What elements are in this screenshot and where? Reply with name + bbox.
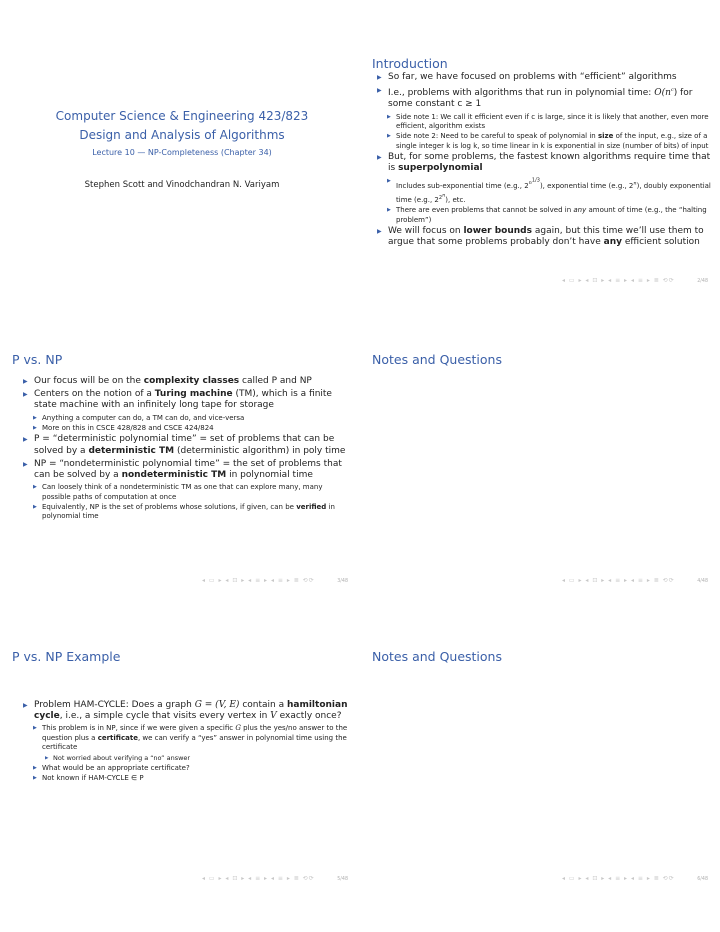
authors: Stephen Scott and Vinodchandran N. Variyam <box>84 180 280 190</box>
bullet <box>22 376 352 387</box>
bullet-text: (TM), which is a finite state machine with an infinitely long tape for storage <box>34 389 332 411</box>
math-text: O(n <box>654 88 671 99</box>
sub-bullet-text: ), doubly exponential time (e.g., 2 <box>396 181 711 205</box>
math-sup: c <box>670 87 674 94</box>
bullet-text: Problem HAM-CYCLE: Does a graph <box>34 700 192 710</box>
slide-6-notes <box>366 600 718 888</box>
bullet-text: We will focus on <box>388 226 461 237</box>
page-number: 6/48 <box>697 877 708 882</box>
bold-text: nondeterministic TM <box>121 470 227 481</box>
slide-title: Notes and Questions <box>372 649 502 664</box>
slide-3-p-vs-np <box>6 302 358 590</box>
course-subtitle: Design and Analysis of Algorithms <box>79 128 285 142</box>
math-text: G <box>235 724 241 733</box>
sub-bullet-text: Equivalently, NP is the set of problems whose solutions, if given, can be <box>42 503 294 512</box>
page-number: 4/48 <box>697 579 708 584</box>
bold-text: complexity classes <box>143 376 240 386</box>
nav-symbols[interactable]: ◂ ▭ ▸ ◂ ⊡ ▸ ◂ ≡ ▸ ◂ ≡ ▸ ≣ ⟲⟳ <box>562 277 675 284</box>
sub-sub-bullet-text: Not worried about verifying a “no” answer <box>53 753 191 762</box>
sub-bullet <box>386 132 712 151</box>
sub-bullet <box>32 724 352 752</box>
nav-symbols[interactable]: ◂ ▭ ▸ ◂ ⊡ ▸ ◂ ≡ ▸ ◂ ≡ ▸ ≣ ⟲⟳ <box>562 577 675 584</box>
bullet-text: P = “deterministic polynomial time” = set of problems that can be solved by a <box>34 434 335 456</box>
sub-bullet <box>386 206 712 225</box>
sub-bullet-text: ), exponential time (e.g., 2 <box>539 181 634 190</box>
bullet-text: So far, we have focused on problems with “efficient” algorithms <box>388 72 677 82</box>
page-number: 2/48 <box>697 279 708 284</box>
bullet-text: I.e., problems with algorithms that run in polynomial time: <box>388 88 652 99</box>
sub-bullet <box>32 424 352 433</box>
bullet-text: (deterministic algorithm) in poly time <box>176 445 346 456</box>
bold-text: deterministic TM <box>88 445 175 456</box>
bullet-text: called P and NP <box>242 376 312 386</box>
sub-bullet-text: There are even problems that cannot be solved in <box>396 206 572 215</box>
sub-bullet-text: amount of time (e.g., the “halting problem”) <box>396 206 707 224</box>
sub-bullet <box>32 483 352 502</box>
bullet <box>22 459 352 481</box>
bullet <box>22 434 352 456</box>
slide-title: Introduction <box>372 56 448 71</box>
nav-symbols[interactable]: ◂ ▭ ▸ ◂ ⊡ ▸ ◂ ≡ ▸ ◂ ≡ ▸ ≣ ⟲⟳ <box>202 577 315 584</box>
sub-bullet <box>32 764 352 773</box>
sub-bullet <box>32 503 352 522</box>
course-title: Computer Science & Engineering 423/823 <box>55 109 309 123</box>
sub-bullet-text: Side note 2: Need to be careful to speak of polynomial in <box>396 132 596 141</box>
nav-symbols[interactable]: ◂ ▭ ▸ ◂ ⊡ ▸ ◂ ≡ ▸ ◂ ≡ ▸ ≣ ⟲⟳ <box>562 875 675 882</box>
bullet-text: efficient solution <box>624 237 700 248</box>
bullet-text: But, for some problems, the fastest known algorithms require time that is <box>388 152 711 174</box>
lecture-title: Lecture 10 — NP-Completeness (Chapter 34) <box>92 148 272 157</box>
bold-text: verified <box>296 503 327 512</box>
math-sup: n <box>528 180 532 187</box>
sub-bullet-text: , we can verify a “yes” answer in polynomial time using the certificate <box>42 733 347 752</box>
bold-text: hamiltonian cycle <box>34 700 348 722</box>
bullet <box>376 226 712 248</box>
sub-bullet-text: in polynomial time <box>42 503 335 521</box>
slide-2-introduction <box>366 0 718 290</box>
bullet-text: in polynomial time <box>229 470 313 481</box>
bullet-text: contain a <box>242 700 285 710</box>
bullet <box>376 72 712 83</box>
sub-bullet-text: ), etc. <box>445 196 466 205</box>
slide-5-p-vs-np-example <box>6 600 358 888</box>
nav-symbols[interactable]: ◂ ▭ ▸ ◂ ⊡ ▸ ◂ ≡ ▸ ◂ ≡ ▸ ≣ ⟲⟳ <box>202 875 315 882</box>
sub-bullet <box>386 113 712 132</box>
sub-bullet-text: plus the yes/no answer to the question plus a <box>42 724 348 742</box>
bullet <box>376 85 712 110</box>
sub-bullet-text: Anything a computer can do, a TM can do, and vice-versa <box>42 413 245 422</box>
bullet-text: , i.e., a simple cycle that visits every vertex in <box>59 711 268 722</box>
math-sup: 2 <box>438 194 443 201</box>
bullet <box>376 152 712 174</box>
sub-bullet-text: This problem is in NP, since if we were given a specific <box>42 724 234 733</box>
bold-text: lower bounds <box>463 226 532 237</box>
bold-text: any <box>603 237 622 248</box>
bold-text: size <box>597 132 614 141</box>
bold-text: superpolynomial <box>398 163 483 174</box>
math-sup: n <box>633 180 637 187</box>
bullet-text: exactly once? <box>279 711 342 722</box>
slide-title: P vs. NP <box>12 352 63 367</box>
sub-bullet <box>32 774 352 783</box>
bullet-text: again, but this time we’ll use them to argue that some problems probably don’t have <box>388 226 704 248</box>
bullet <box>22 700 352 722</box>
bold-text: Turing machine <box>154 389 233 400</box>
slide-title: Notes and Questions <box>372 352 502 367</box>
sub-bullet-text: What would be an appropriate certificate? <box>42 763 190 772</box>
bullet-text: Our focus will be on the <box>34 376 141 386</box>
slide-1-title <box>6 45 358 333</box>
sub-bullet-text: More on this in CSCE 428/828 and CSCE 424/824 <box>42 424 214 433</box>
slide-title: P vs. NP Example <box>12 649 121 664</box>
math-text: G = (V, E) <box>194 700 240 710</box>
page-number: 5/48 <box>337 877 348 882</box>
math-sup: 1/3 <box>531 177 540 184</box>
math-text: V <box>270 711 277 722</box>
bold-text: certificate <box>97 733 138 742</box>
slide-4-notes <box>366 302 718 590</box>
sub-bullet-text: Includes sub-exponential time (e.g., 2 <box>396 181 529 190</box>
sub-bullet-text: Can loosely think of a nondeterministic TM as one that can explore many, many possible paths of computation at once <box>42 483 323 501</box>
italic-text: any <box>573 206 587 215</box>
sub-bullet <box>32 414 352 423</box>
page-number: 3/48 <box>337 579 348 584</box>
sub-bullet-text: Not known if HAM-CYCLE ∈ P <box>42 774 144 783</box>
math-sup: n <box>442 192 446 199</box>
sub-sub-bullet <box>44 754 352 763</box>
sub-bullet-text: Side note 1: We call it efficient even if c is large, since it is likely that another, even more efficient, algorithm exists <box>396 112 709 131</box>
bullet-text: ) for some constant c ≥ 1 <box>388 88 693 110</box>
bullet-text: Centers on the notion of a <box>34 389 152 400</box>
sub-bullet <box>386 177 712 206</box>
sub-bullet-text: of the input, e.g., size of a single integer k is log k, so time linear in k is exponential in size (number of bits) of input <box>396 132 709 150</box>
bullet <box>22 389 352 411</box>
bullet-text: NP = “nondeterministic polynomial time” = the set of problems that can be solved by a <box>34 458 342 481</box>
